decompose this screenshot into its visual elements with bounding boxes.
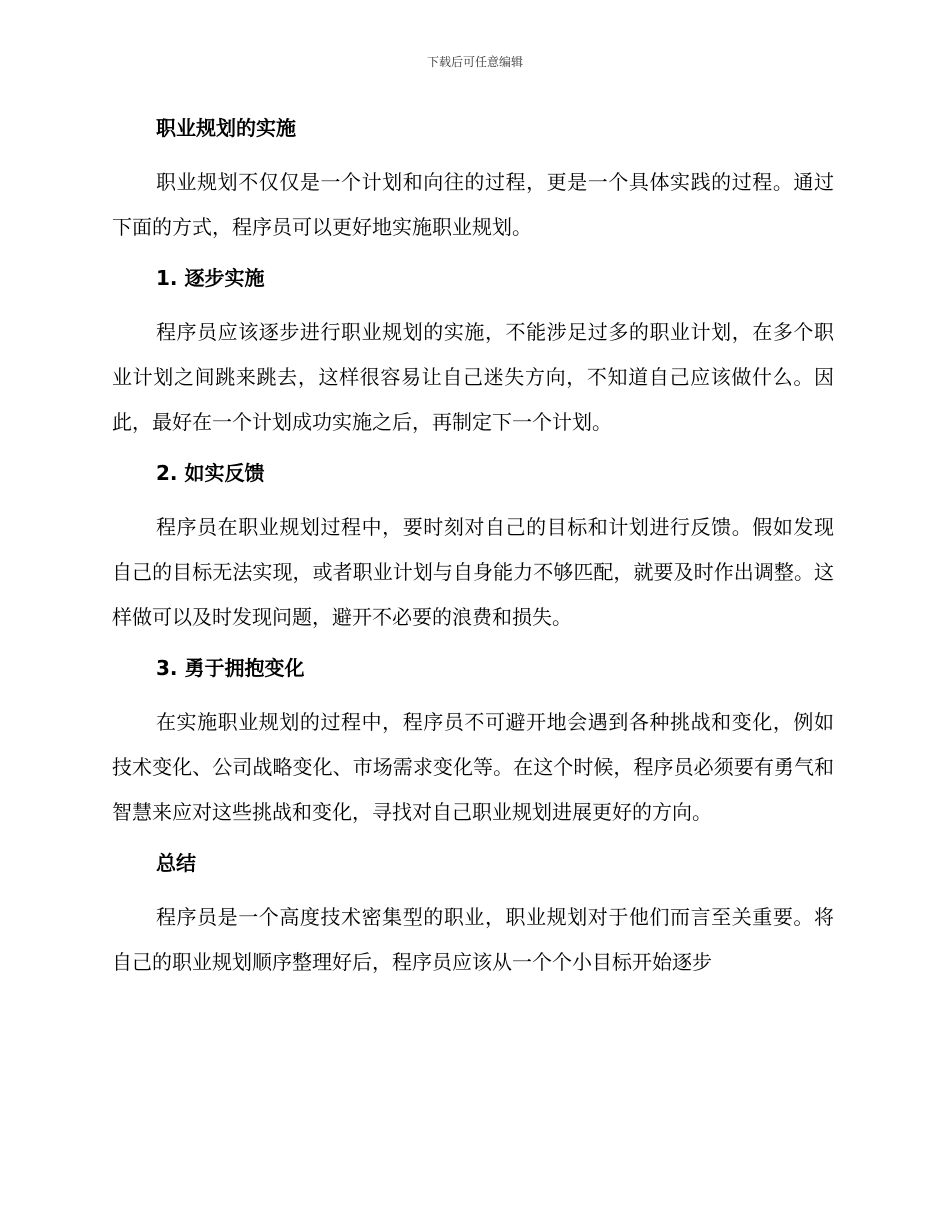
section-paragraph-step-by-step: 程序员应该逐步进行职业规划的实施，不能涉足过多的职业计划，在多个职业计划之间跳来跳去，这样很容易让自己迷失方向，不知道自己应该做什么。因此，最好在一个计划成功实施之后，再制定下一个计划。 xyxy=(112,320,834,434)
section-paragraph-embrace-change: 在实施职业规划的过程中，程序员不可避开地会遇到各种挑战和变化，例如技术变化、公司战略变化、市场需求变化等。在这个时候，程序员必须要有勇气和智慧来应对这些挑战和变化，寻找对自己职业规划进展更好的方向。 xyxy=(112,710,834,824)
document-body xyxy=(112,110,834,995)
section-heading-step-by-step: 1. 逐步实施 xyxy=(156,266,265,290)
section-heading-implementation: 职业规划的实施 xyxy=(156,116,296,140)
section-paragraph-feedback: 程序员在职业规划过程中，要时刻对自己的目标和计划进行反馈。假如发现自己的目标无法实现，或者职业计划与自身能力不够匹配，就要及时作出调整。这样做可以及时发现问题，避开不必要的浪费和损失。 xyxy=(112,515,834,629)
section-paragraph-implementation: 职业规划不仅仅是一个计划和向往的过程，更是一个具体实践的过程。通过下面的方式，程序员可以更好地实施职业规划。 xyxy=(112,170,834,239)
page-header: 下载后可任意编辑 xyxy=(426,55,523,69)
section-heading-summary: 总结 xyxy=(156,851,196,875)
section-paragraph-summary: 程序员是一个高度技术密集型的职业，职业规划对于他们而言至关重要。将自己的职业规划顺序整理好后，程序员应该从一个个小目标开始逐步 xyxy=(112,905,834,974)
section-heading-feedback: 2. 如实反馈 xyxy=(156,461,265,485)
section-heading-embrace-change: 3. 勇于拥抱变化 xyxy=(156,656,305,680)
